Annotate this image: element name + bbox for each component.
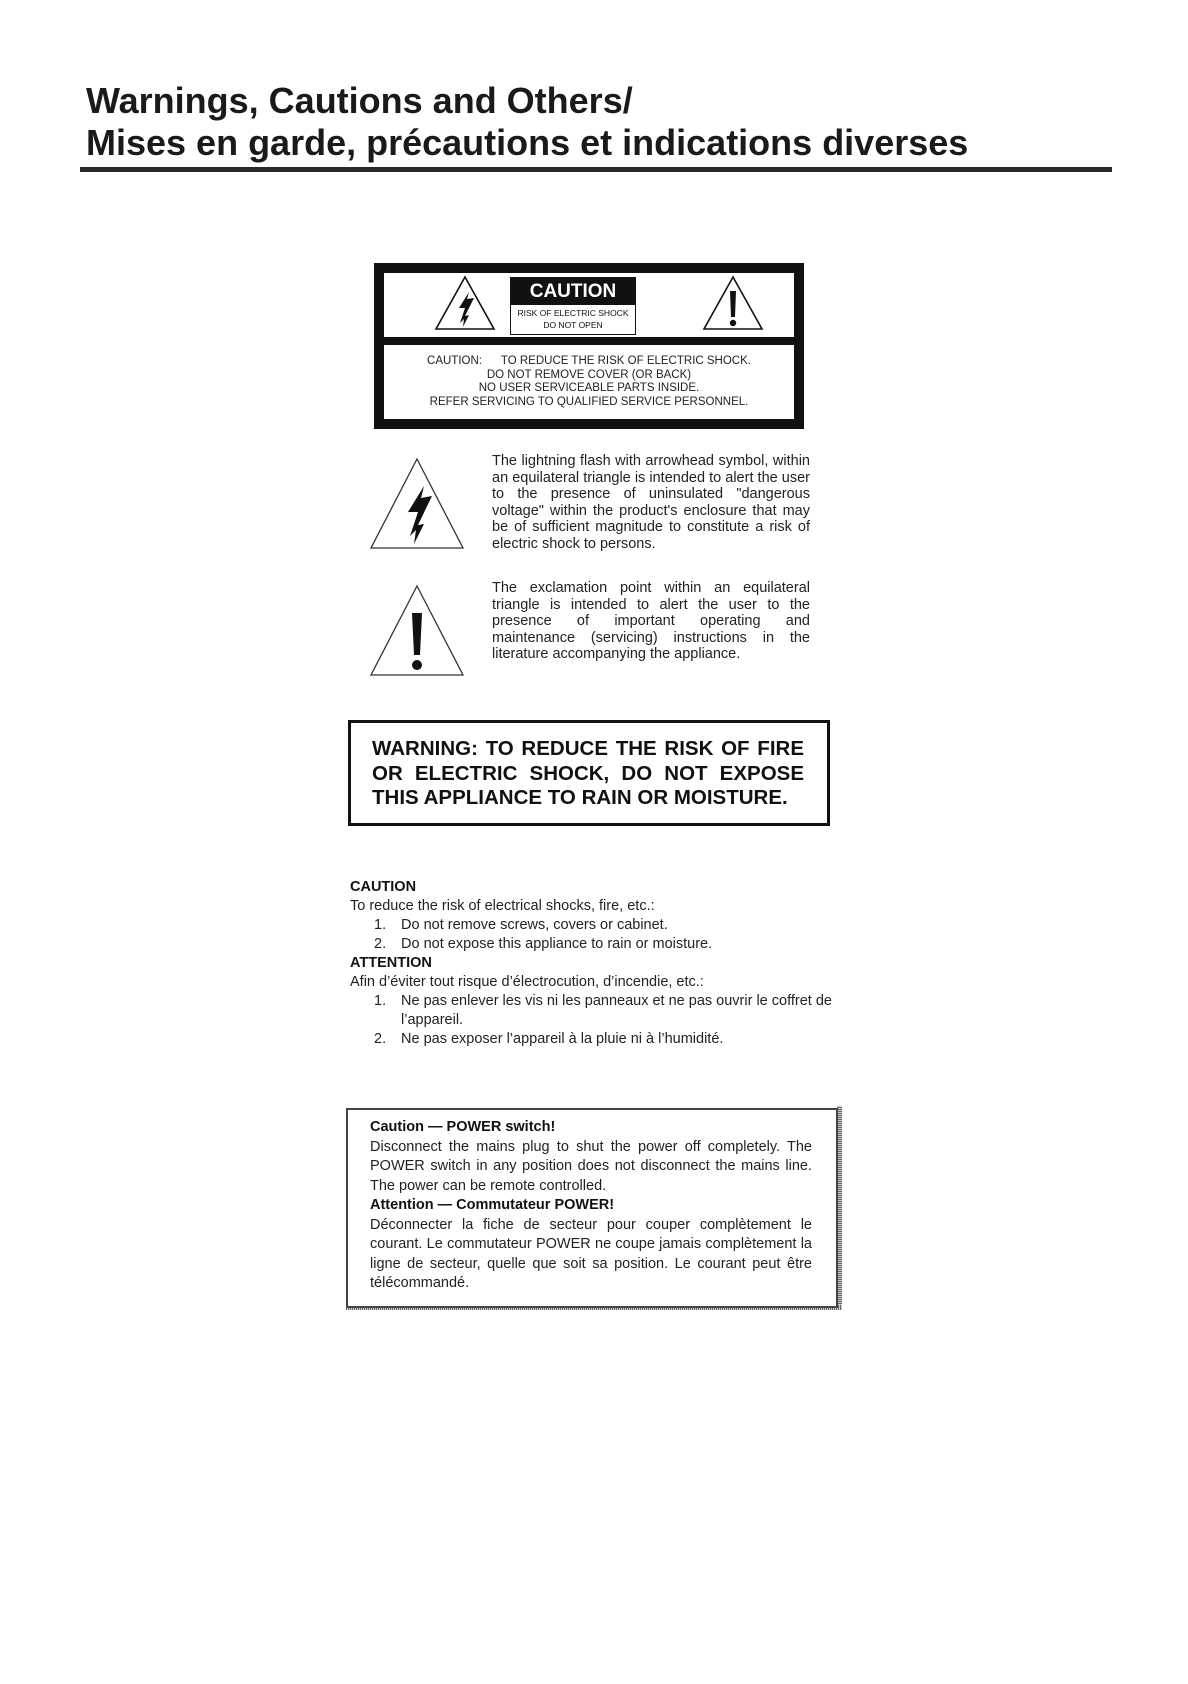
power-attention-text: Déconnecter la fiche de secteur pour couper complètement le courant. Le commutateur POWER ne coupe jamais complètement la ligne de secteur, quelle que soit sa position. Le courant peut être télécommandé.	[370, 1216, 812, 1291]
caution-heading: CAUTION	[350, 879, 417, 895]
list-item-text: Do not expose this appliance to rain or moisture.	[401, 936, 713, 952]
list-item	[374, 1030, 834, 1049]
power-switch-notes	[370, 1118, 812, 1294]
lightning-triangle-icon	[368, 456, 466, 552]
attention-heading: ATTENTION	[350, 955, 432, 971]
list-item-number: 1.	[374, 993, 387, 1009]
page-title-line-1: Warnings, Cautions and Others/	[86, 80, 633, 121]
caution-label-line: CAUTION: TO REDUCE THE RISK OF ELECTRIC SHOCK.	[427, 355, 751, 367]
warning-box	[348, 720, 830, 826]
exclamation-triangle-icon	[368, 583, 466, 679]
caution-label-line: DO NOT REMOVE COVER (OR BACK)	[486, 368, 692, 381]
list-item	[374, 916, 834, 935]
list-item-text: Ne pas enlever les vis ni les panneaux et ne pas ouvrir le coffret de l’appareil.	[401, 993, 832, 1028]
warning-text: WARNING: TO REDUCE THE RISK OF FIRE OR ELECTRIC SHOCK, DO NOT EXPOSE THIS APPLIANCE TO RAIN OR MOISTURE.	[372, 737, 804, 809]
list-item-number: 2.	[374, 1031, 387, 1047]
list-item-text: Ne pas exposer l’appareil à la pluie ni à l’humidité.	[401, 1031, 724, 1047]
list-item-number: 1.	[374, 917, 387, 933]
power-caution-text: Disconnect the mains plug to shut the power off completely. The POWER switch in any position does not disconnect the mains line. The power can be remote controlled.	[370, 1138, 812, 1194]
caution-label-caption: CAUTION	[511, 278, 635, 305]
caution-notes	[350, 878, 834, 1049]
caution-intro: To reduce the risk of electrical shocks, fire, etc.:	[350, 898, 655, 914]
title-rule	[80, 167, 1112, 172]
lightning-triangle-icon	[434, 275, 496, 331]
lightning-symbol-description: The lightning flash with arrowhead symbol, within an equilateral triangle is intended to alert the user to the presence of uninsulated "dangerous voltage" within the product's enclosure that may be of sufficient magnitude to constitute a risk of electric shock to persons.	[492, 453, 810, 552]
power-attention-heading: Attention — Commutateur POWER!	[370, 1197, 615, 1213]
list-item-text: Do not remove screws, covers or cabinet.	[401, 917, 668, 933]
caution-label	[374, 263, 804, 429]
caution-label-line: REFER SERVICING TO QUALIFIED SERVICE PERSONNEL.	[429, 395, 749, 408]
exclamation-triangle-icon	[702, 275, 764, 331]
power-caution-heading: Caution — POWER switch!	[370, 1119, 556, 1135]
exclamation-symbol-description: The exclamation point within an equilateral triangle is intended to alert the user to the presence of important operating and maintenance (servicing) instructions in the literature accompanying the appliance.	[492, 580, 810, 662]
caution-label-sub-1: RISK OF ELECTRIC SHOCK	[517, 308, 629, 318]
caution-label-line: NO USER SERVICEABLE PARTS INSIDE.	[478, 382, 700, 394]
caution-label-symbols	[384, 273, 794, 337]
list-item	[374, 935, 834, 954]
caution-label-badge	[510, 277, 636, 335]
page-title	[86, 80, 1110, 164]
caution-label-text	[384, 345, 794, 419]
list-item	[374, 992, 834, 1030]
list-item-number: 2.	[374, 936, 387, 952]
caution-label-sub-2: DO NOT OPEN	[543, 320, 603, 330]
page-title-line-2: Mises en garde, précautions et indications diverses	[86, 122, 969, 163]
attention-intro: Afin d’éviter tout risque d’électrocution, d’incendie, etc.:	[350, 974, 704, 990]
power-switch-box	[346, 1108, 838, 1308]
